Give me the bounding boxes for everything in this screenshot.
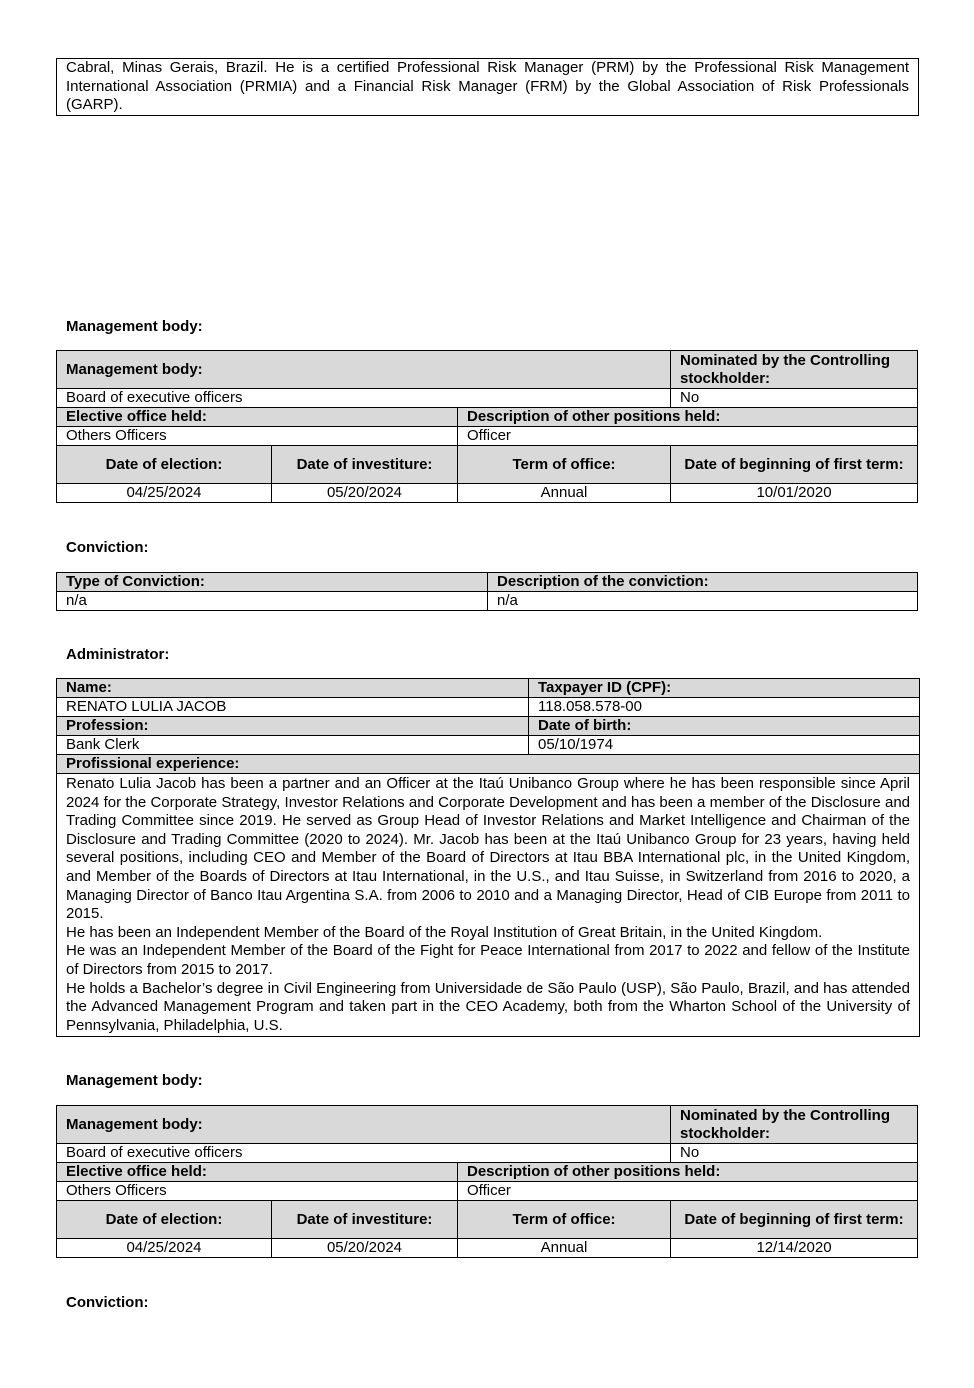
other-positions-value: Officer xyxy=(458,1182,918,1201)
nominated-value: No xyxy=(671,1144,918,1163)
conviction-table xyxy=(56,572,918,611)
header-term-office: Term of office: xyxy=(458,446,671,484)
management-body-value: Board of executive officers xyxy=(57,1144,671,1163)
header-other-positions: Description of other positions held: xyxy=(458,1163,918,1182)
term-office-value: Annual xyxy=(458,484,671,503)
date-first-term-value: 12/14/2020 xyxy=(671,1239,918,1258)
administrator-label: Administrator: xyxy=(66,646,170,663)
date-investiture-value: 05/20/2024 xyxy=(272,1239,458,1258)
date-first-term-value: 10/01/2020 xyxy=(671,484,918,503)
management-body-label-2: Management body: xyxy=(66,1072,203,1089)
header-taxpayer: Taxpayer ID (CPF): xyxy=(529,679,920,698)
header-other-positions: Description of other positions held: xyxy=(458,408,918,427)
header-date-election: Date of election: xyxy=(57,446,272,484)
intro-paragraph: Cabral, Minas Gerais, Brazil. He is a certified Professional Risk Manager (PRM) by the Professional Risk Management International Association (PRMIA) and a Financial Risk Manager (FRM) by the Global Association of Risk Professionals (GARP). xyxy=(56,58,919,116)
experience-paragraph: Renato Lulia Jacob has been a partner and an Officer at the Itaú Unibanco Group where he has been responsible since April 2024 for the Corporate Strategy, Investor Relations and Corporate Development and has been a member of the Disclosure and Trading Committee since 2019. He served as Group Head of Investor Relations and Market Intelligence and Chairman of the Disclosure and Trading Committee (2020 to 2024). Mr. Jacob has been at the Itaú Unibanco Group for 23 years, having held several positions, including CEO and Member of the Board of Directors at Itau BBA International plc, in the United Kingdom, and Member of the Boards of Directors at Itau International, in the U.S., and Itau Suisse, in Switzerland from 2016 to 2020, a Managing Director of Banco Itau Argentina S.A. from 2006 to 2010 and a Managing Director, Head of CIB Europe from 2011 to 2015. xyxy=(66,775,910,923)
header-nominated: Nominated by the Controlling stockholder: xyxy=(671,1106,918,1144)
header-elective-office: Elective office held: xyxy=(57,408,458,427)
date-investiture-value: 05/20/2024 xyxy=(272,484,458,503)
experience-text xyxy=(57,774,920,1037)
header-term-office: Term of office: xyxy=(458,1201,671,1239)
administrator-table xyxy=(56,678,920,1037)
header-nominated: Nominated by the Controlling stockholder: xyxy=(671,351,918,389)
management-table-1 xyxy=(56,350,918,503)
term-office-value: Annual xyxy=(458,1239,671,1258)
header-desc-conviction: Description of the conviction: xyxy=(488,573,918,592)
header-profession: Profession: xyxy=(57,717,529,736)
header-elective-office: Elective office held: xyxy=(57,1163,458,1182)
management-body-value: Board of executive officers xyxy=(57,389,671,408)
management-body-label: Management body: xyxy=(66,318,203,335)
header-date-first-term: Date of beginning of first term: xyxy=(671,446,918,484)
header-date-election: Date of election: xyxy=(57,1201,272,1239)
header-date-first-term: Date of beginning of first term: xyxy=(671,1201,918,1239)
elective-office-value: Others Officers xyxy=(57,427,458,446)
header-experience: Profissional experience: xyxy=(57,755,920,774)
date-election-value: 04/25/2024 xyxy=(57,1239,272,1258)
conviction-type-value: n/a xyxy=(57,592,488,611)
date-election-value: 04/25/2024 xyxy=(57,484,272,503)
name-value: RENATO LULIA JACOB xyxy=(57,698,529,717)
conviction-desc-value: n/a xyxy=(488,592,918,611)
experience-paragraph: He was an Independent Member of the Board of the Fight for Peace International from 2017 to 2022 and fellow of the Institute of Directors from 2015 to 2017. xyxy=(66,942,910,978)
taxpayer-value: 118.058.578-00 xyxy=(529,698,920,717)
header-name: Name: xyxy=(57,679,529,698)
profession-value: Bank Clerk xyxy=(57,736,529,755)
header-dob: Date of birth: xyxy=(529,717,920,736)
elective-office-value: Others Officers xyxy=(57,1182,458,1201)
other-positions-value: Officer xyxy=(458,427,918,446)
header-date-investiture: Date of investiture: xyxy=(272,446,458,484)
conviction-label-2: Conviction: xyxy=(66,1294,149,1311)
header-management-body: Management body: xyxy=(57,1106,671,1144)
nominated-value: No xyxy=(671,389,918,408)
experience-paragraph: He holds a Bachelor’s degree in Civil Engineering from Universidade de São Paulo (USP), São Paulo, Brazil, and has attended the Advanced Management Program and taken part in the CEO Academy, both from the Wharton School of the University of Pennsylvania, Philadelphia, U.S. xyxy=(66,979,910,1034)
header-type-conviction: Type of Conviction: xyxy=(57,573,488,592)
experience-paragraph: He has been an Independent Member of the Board of the Royal Institution of Great Britain, in the United Kingdom. xyxy=(66,923,823,941)
header-management-body: Management body: xyxy=(57,351,671,389)
management-table-2 xyxy=(56,1105,918,1258)
header-date-investiture: Date of investiture: xyxy=(272,1201,458,1239)
dob-value: 05/10/1974 xyxy=(529,736,920,755)
conviction-label: Conviction: xyxy=(66,539,149,556)
